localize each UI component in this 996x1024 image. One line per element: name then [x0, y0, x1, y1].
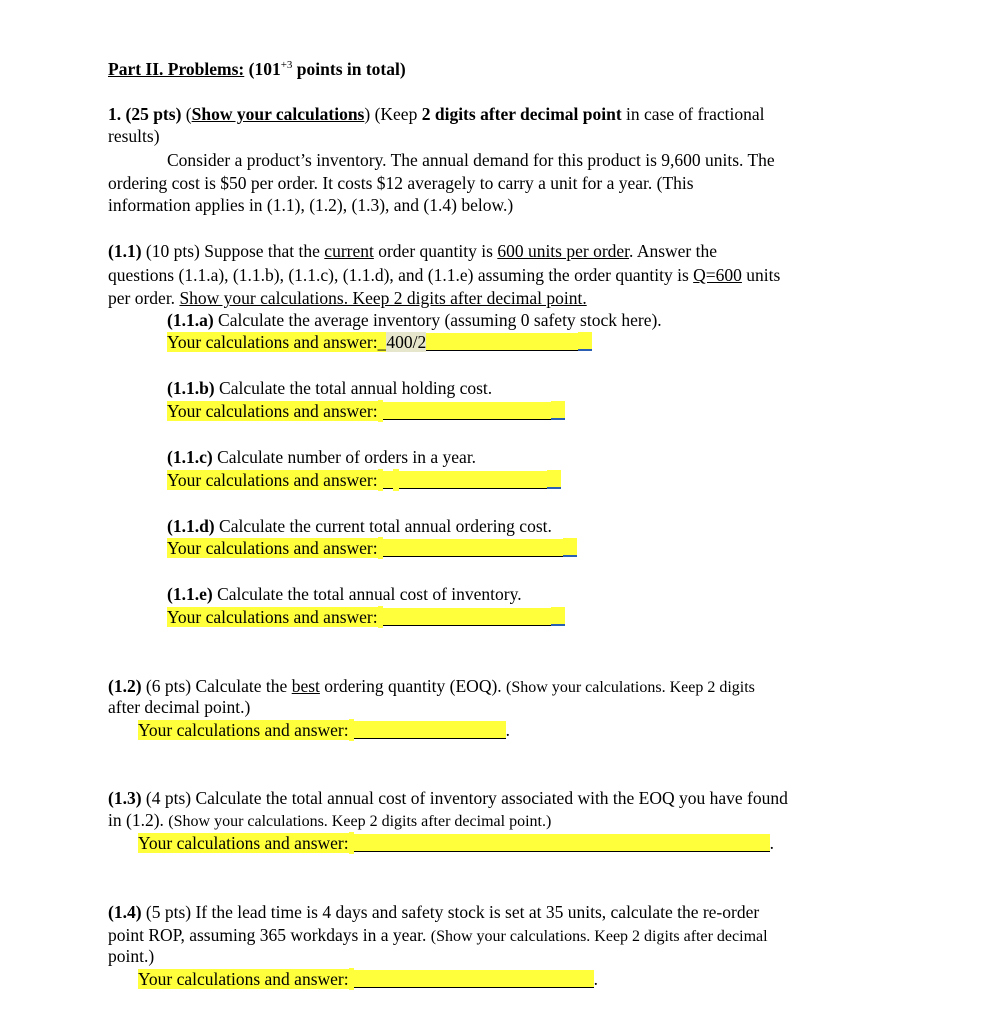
part-d-answer-line	[167, 537, 577, 559]
answer-b-marker	[551, 401, 565, 420]
part-e-answer-line	[167, 606, 565, 628]
q12-answer-line: Your calculations and answer: .	[138, 720, 510, 740]
answer-label: Your calculations and answer:	[167, 401, 378, 421]
answer-a-blank[interactable]	[426, 333, 578, 351]
answer-label: Your calculations and answer:	[167, 470, 378, 490]
q14-line2: point ROP, assuming 365 workdays in a year. (Show your calculations. Keep 2 digits after decimal	[108, 925, 768, 945]
answer-label: Your calculations and answer:	[138, 720, 349, 740]
q14-answer-line: Your calculations and answer: .	[138, 969, 598, 989]
q14-line1: (1.4) (5 pts) If the lead time is 4 days and safety stock is set at 35 units, calculate the re-order	[108, 902, 760, 922]
q11-line1: (1.1) (10 pts) Suppose that the current order quantity is 600 units per order. Answer the	[108, 241, 718, 261]
part-b-answer-line	[167, 400, 565, 422]
q14-line3: point.)	[108, 946, 155, 966]
q1-paragraph-line3: information applies in (1.1), (1.2), (1.3), and (1.4) below.)	[108, 195, 514, 215]
q11-line3: per order. Show your calculations. Keep 2 digits after decimal point.	[108, 288, 587, 308]
answer-label: Your calculations and answer:	[138, 969, 349, 989]
part-e-question: (1.1.e) Calculate the total annual cost of inventory.	[167, 584, 522, 604]
q1-heading-line2: results)	[108, 126, 160, 146]
answer-d-marker	[563, 538, 577, 557]
answer-b-blank[interactable]	[383, 402, 551, 420]
answer-label: Your calculations and answer:	[167, 332, 378, 352]
q1-paragraph-line1: Consider a product’s inventory. The annual demand for this product is 9,600 units. The	[167, 150, 775, 170]
q13-line2: in (1.2). (Show your calculations. Keep 2 digits after decimal point.)	[108, 810, 552, 830]
answer-c-blank[interactable]	[399, 471, 547, 489]
answer-a-value[interactable]: 400/2	[386, 332, 427, 352]
part-b-question: (1.1.b) Calculate the total annual holding cost.	[167, 378, 493, 398]
part-c-answer-line	[167, 469, 561, 491]
part-c-question: (1.1.c) Calculate number of orders in a year.	[167, 447, 477, 467]
answer-label: Your calculations and answer:	[138, 833, 349, 853]
part-title: Part II. Problems:	[108, 59, 245, 79]
q1-heading: 1. (25 pts) (Show your calculations) (Keep 2 digits after decimal point in case of fractional	[108, 104, 765, 124]
answer-label: Your calculations and answer:	[167, 607, 378, 627]
part-a-question: (1.1.a) Calculate the average inventory (assuming 0 safety stock here).	[167, 310, 662, 330]
q11-line2: questions (1.1.a), (1.1.b), (1.1.c), (1.1.d), and (1.1.e) assuming the order quantity is Q=600 units	[108, 265, 781, 285]
answer-e-blank[interactable]	[383, 608, 551, 626]
part-heading: Part II. Problems: ($101^{+3}$ points in total)	[108, 59, 406, 79]
answer-c-blank-short[interactable]	[383, 471, 393, 489]
q12-line1: (1.2) (6 pts) Calculate the best ordering quantity (EOQ). (Show your calculations. Keep 2 digits	[108, 676, 755, 696]
q12-line2: after decimal point.)	[108, 697, 251, 717]
part-d-question: (1.1.d) Calculate the current total annual ordering cost.	[167, 516, 552, 536]
q1-paragraph-line2: ordering cost is $50 per order. It costs $12 averagely to carry a unit for a year. (This	[108, 173, 694, 193]
answer-13-blank[interactable]	[354, 834, 770, 852]
answer-14-blank[interactable]	[354, 970, 594, 988]
answer-d-blank[interactable]	[383, 539, 563, 557]
answer-c-marker	[547, 470, 561, 489]
answer-e-marker	[551, 607, 565, 626]
answer-label: Your calculations and answer:	[167, 538, 378, 558]
answer-a-marker	[578, 332, 592, 351]
q13-answer-line: Your calculations and answer: .	[138, 833, 774, 853]
answer-12-blank[interactable]	[354, 721, 506, 739]
q13-line1: (1.3) (4 pts) Calculate the total annual cost of inventory associated with the EOQ you have found	[108, 788, 788, 808]
part-a-answer-line: Your calculations and answer:_400/2	[167, 331, 592, 353]
